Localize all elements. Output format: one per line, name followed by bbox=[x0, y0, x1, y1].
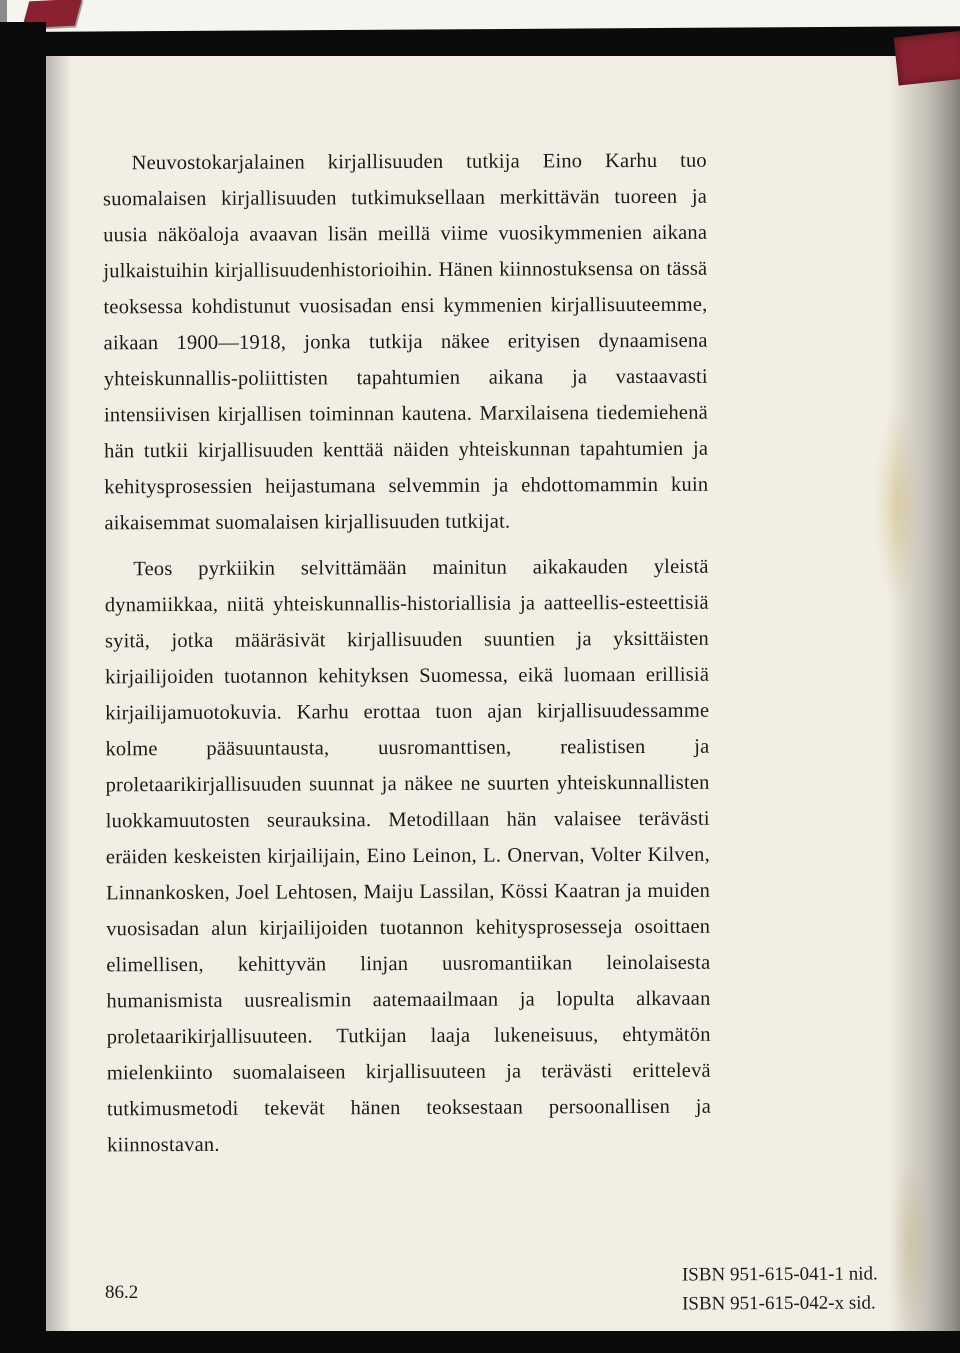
isbn-block bbox=[682, 1259, 878, 1318]
body-text bbox=[103, 143, 711, 1164]
book-page bbox=[46, 56, 960, 1332]
page-edge-shade bbox=[888, 56, 960, 1332]
binding-red-mark-right bbox=[894, 30, 960, 85]
spine-shadow bbox=[46, 56, 72, 1332]
scan-shadow-left bbox=[0, 22, 46, 1353]
scan-shadow-bottom bbox=[0, 1331, 960, 1353]
paragraph: Neuvostokarjalainen kirjallisuuden tutkija Eino Karhu tuo suomalaisen kirjallisuuden tutkimuksellaan merkittävän tuoreen ja uusia näköaloja avaavan lisän meillä viime vuosikymmenien aikana julkaistuihin kirjallisuudenhistorioihin. Hänen kiinnostuksensa on tässä teoksessa kohdistunut vuosisadan ensi kymmenien kirjallisuuteemme, aikaan 1900—1918, jonka tutkija näkee erityisen dynaamisena yhteiskunnallis-poliittisten tapahtumien aikana ja vastaavasti intensiivisen kirjallisen toiminnan kautena. Marxilaisena tiedemiehenä hän tutkii kirjallisuuden kenttää näiden yhteiskunnan tapahtumien ja kehitysprosessien heijastumana selvemmin ja ehdottomammin kuin aikaisemmat suomalaisen kirjallisuuden tutkijat. bbox=[102, 149, 709, 535]
paragraph: Teos pyrkiikin selvittämään mainitun aikakauden yleistä dynamiikkaa, niitä yhteiskunnallis-historiallisia ja aatteellis-esteettisiä syitä, jotka määräsivät kirjallisuuden suuntien ja yksittäisten kirjailijoiden tuotannon kehityksen Suomessa, eikä luomaan erillisiä kirjailijamuotokuvia. Karhu erottaa tuon ajan kirjallisuudessamme kolme pääsuuntausta, uusromanttisen, realistisen ja proletaarikirjallisuuden suunnat ja näkee ne suurten yhteiskunnallisten luokkamuutosten seurauksina. Metodillaan hän valaisee terävästi eräiden keskeisten kirjailijain, Eino Leinon, L. Onervan, Volter Kilven, Linnankosken, Joel Lehtosen, Maiju Lassilan, Kössi Kaatran ja muiden vuosisadan alun kirjailijoiden tuotannon kehitysprosesseja osoittaen elimellisen, kehittyvän linjan uusromantiikan leinolaisesta humanismista uusrealismin aatemaailmaan ja lopulta alkavaan proletaarikirjallisuuteen. Tutkijan laaja lukeneisuus, ehtymätön mielenkiinto suomalaiseen kirjallisuuteen ja terävästi erittelevä tutkimusmetodi tekevät hänen teoksestaan persoonallisen ja kiinnostavan. bbox=[104, 555, 712, 1157]
isbn-line: ISBN 951-615-042-x sid. bbox=[682, 1292, 877, 1315]
classification-number: 86.2 bbox=[105, 1282, 139, 1303]
isbn-line: ISBN 951-615-041-1 nid. bbox=[682, 1263, 878, 1286]
